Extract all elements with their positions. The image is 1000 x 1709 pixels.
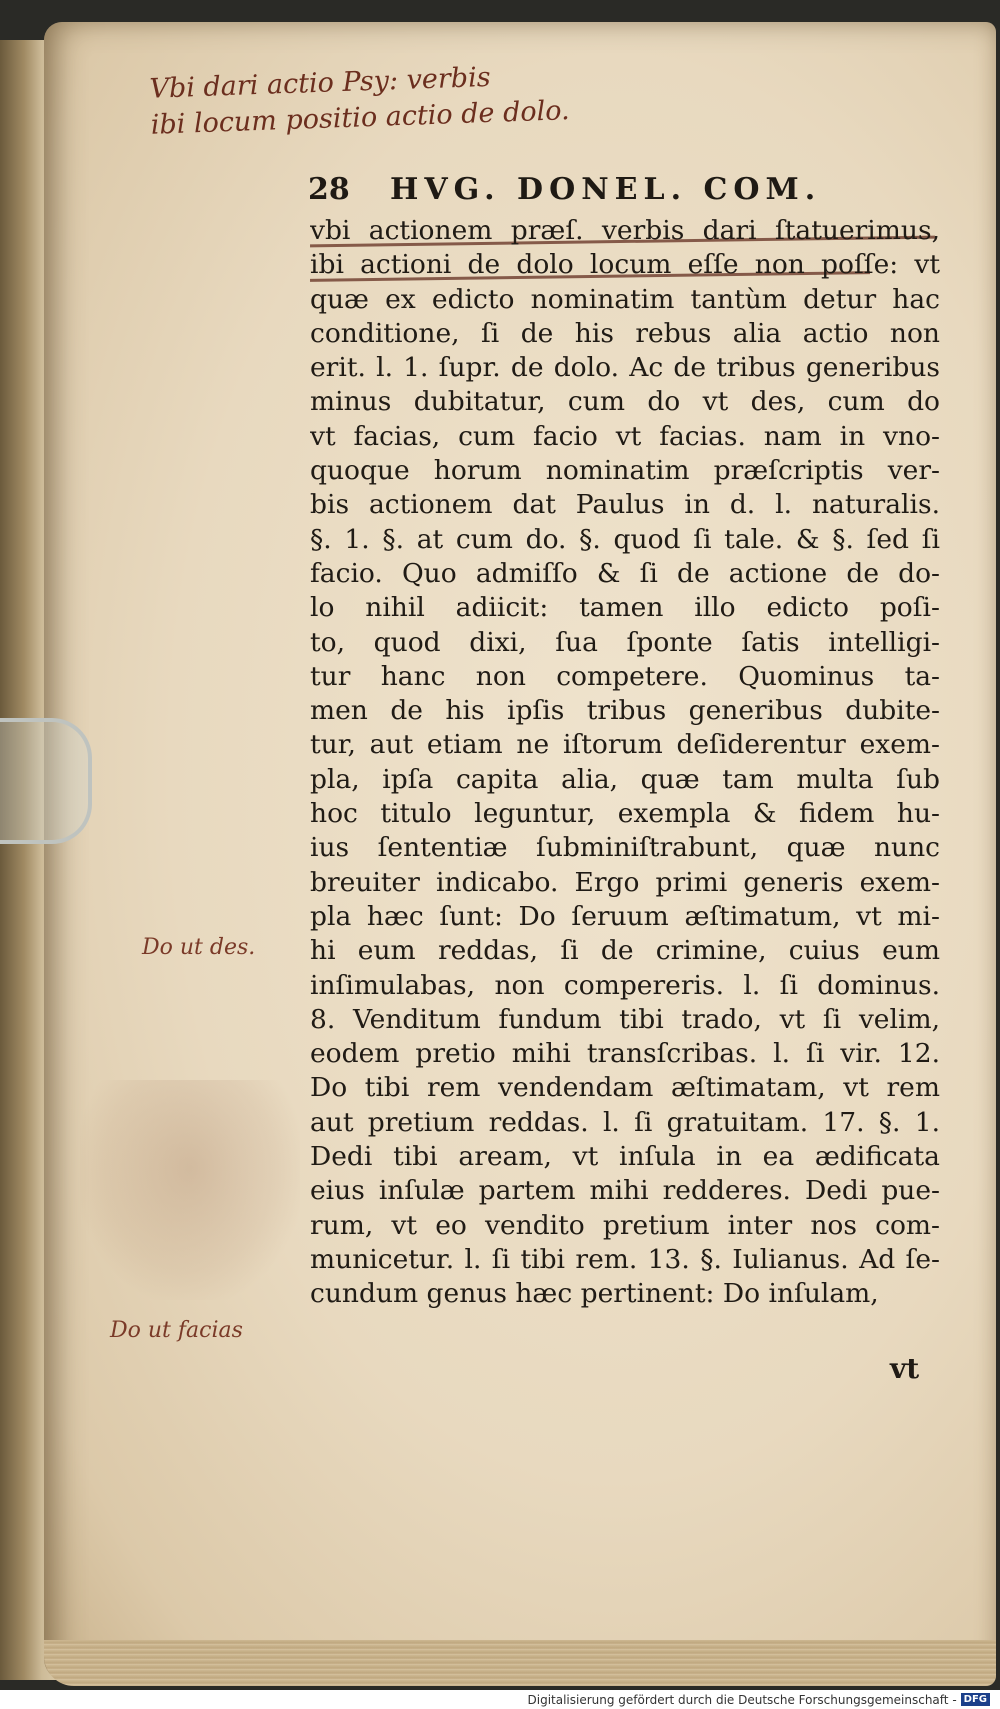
body-text (310, 214, 940, 1312)
text-line: rum, vt eo vendito pretium inter nos com- (310, 1209, 940, 1241)
text-line: tur hanc non competere. Quominus ta- (310, 660, 940, 692)
text-line: hi eum reddas, ſi de crimine, cuius eum (310, 935, 940, 967)
catchword: vt (890, 1352, 920, 1385)
text-line: quæ ex edicto nominatim tantùm detur hac (310, 283, 940, 315)
footer-credit: Digitalisierung gefördert durch die Deutsche Forschungsgemeinschaft - (527, 1692, 957, 1707)
text-line: pla, ipſa capita alia, quæ tam multa ſub (310, 763, 940, 795)
page-edges (44, 1640, 996, 1686)
text-line: §. 1. §. at cum do. §. quod ſi tale. & §. ſed ſi (310, 523, 940, 555)
text-line: tur, aut etiam ne iſtorum deſiderentur exem- (310, 729, 940, 761)
text-line: Dedi tibi aream, vt inſula in ea ædificata (310, 1141, 940, 1173)
text-line: facio. Quo admiſſo & ſi de actione de do- (310, 557, 940, 589)
text-line: lo nihil adiicit: tamen illo edicto poſi- (310, 592, 940, 624)
page-number: 28 (308, 172, 350, 207)
text-line: 8. Venditum fundum tibi trado, vt ſi velim, (310, 1003, 940, 1035)
manuscript-top-line-2: ibi locum positio actio de dolo. (150, 95, 571, 141)
manuscript-margin-note-2: Do ut facias (110, 1318, 243, 1343)
footer (0, 1690, 1000, 1709)
text-line: ius ſententiæ ſubminiſtrabunt, quæ nunc (310, 832, 940, 864)
text-line: cundum genus hæc pertinent: Do inſulam, (310, 1278, 879, 1310)
text-line: minus dubitatur, cum do vt des, cum do (310, 386, 940, 418)
text-line: aut pretium reddas. l. ſi gratuitam. 17. §. 1. (310, 1106, 940, 1138)
text-line: erit. l. 1. ſupr. de dolo. Ac de tribus generibus (310, 352, 940, 384)
text-line: hoc titulo leguntur, exempla & fidem hu- (310, 798, 940, 830)
text-line: vt facias, cum facio vt facias. nam in vno- (310, 420, 940, 452)
text-line: eius inſulæ partem mihi redderes. Dedi pue- (310, 1175, 940, 1207)
running-head-title: HVG. DONEL. COM. (390, 172, 822, 207)
text-line: ibi actioni de dolo locum eſſe non poſſe: vt (310, 249, 940, 281)
text-line: Do tibi rem vendendam æſtimatam, vt rem (310, 1072, 940, 1104)
text-line: conditione, ſi de his rebus alia actio non (310, 317, 940, 349)
text-line: to, quod dixi, ſua ſponte ſatis intelligi- (310, 626, 940, 658)
text-line: municetur. l. ſi tibi rem. 13. §. Iulianus. Ad ſe- (310, 1243, 940, 1275)
text-line: vbi actionem præſ. verbis dari ſtatuerimus, (310, 215, 940, 246)
text-line: pla hæc ſunt: Do ſeruum æſtimatum, vt mi- (310, 900, 940, 932)
dfg-logo: DFG (961, 1693, 990, 1706)
text-line: men de his ipſis tribus generibus dubite- (310, 695, 940, 727)
text-line: eodem pretio mihi transſcribas. l. ſi vir. 12. (310, 1038, 940, 1070)
manuscript-top-line-1: Vbi dari actio Psy: verbis (148, 61, 492, 105)
text-line: breuiter indicabo. Ergo primi generis exem- (310, 866, 940, 898)
margin-smudges (80, 1080, 300, 1300)
text-line: bis actionem dat Paulus in d. l. naturalis. (310, 489, 940, 521)
page-clip (0, 718, 92, 844)
manuscript-margin-note-1: Do ut des. (142, 935, 256, 960)
text-line: inſimulabas, non compereris. l. ſi dominus. (310, 969, 940, 1001)
running-header (308, 172, 938, 216)
text-line: quoque horum nominatim præſcriptis ver- (310, 455, 940, 487)
